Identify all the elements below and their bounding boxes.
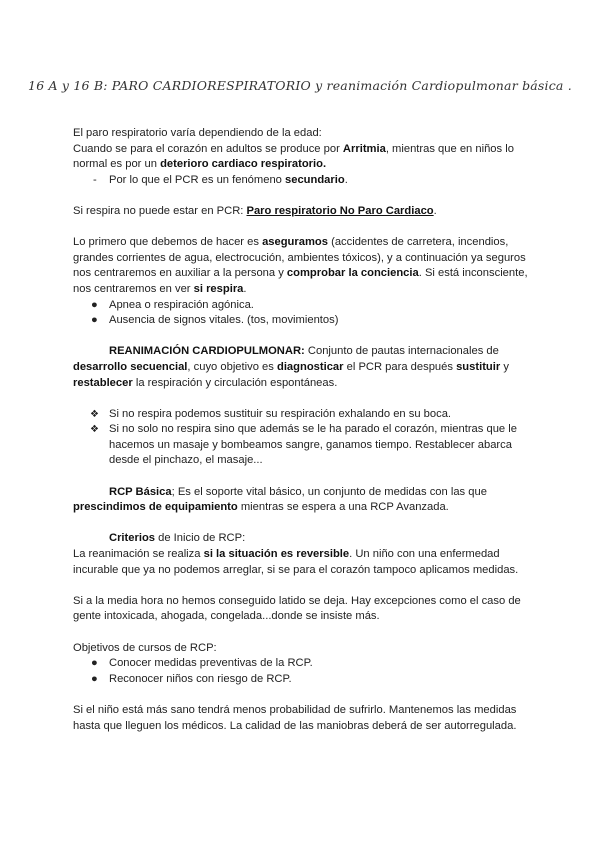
bullet-icon: ● [91, 672, 98, 685]
diamond-bullet-icon: ❖ [90, 424, 99, 436]
list-item-text: Reconocer niños con riesgo de RCP. [109, 672, 292, 685]
bold-sustituir: sustituir [456, 360, 501, 373]
text-span: Lo primero que debemos de hacer es [73, 236, 263, 249]
bold-situacion-reversible: si la situación es reversible [203, 548, 350, 561]
bold-reanimacion-heading: REANIMACIÓN CARDIOPULMONAR: [109, 345, 305, 358]
bold-desarrollo-secuencial: desarrollo secuencial [73, 360, 188, 373]
list-item-text: Conocer medidas preventivas de la RCP. [109, 657, 313, 670]
para-lo-primero [73, 235, 533, 297]
text-span: el PCR para después [343, 360, 457, 373]
text-span: . [243, 282, 247, 295]
bold-arritmia: Arritmia [342, 142, 386, 155]
list-item [73, 656, 533, 672]
bold-prescindimos: prescindimos de equipamiento [73, 501, 238, 514]
text-span: Conjunto de pautas internacionales de [304, 345, 499, 358]
text-span: . [344, 173, 348, 186]
para-edad-intro: El paro respiratorio varía dependiendo de la edad: [73, 127, 322, 139]
bold-comprobar-conciencia: comprobar la conciencia [286, 267, 419, 280]
text-span: , cuyo objetivo es [187, 360, 277, 373]
text-span: de Inicio de RCP: [155, 532, 246, 545]
list-item-text: Apnea o respiración agónica. [109, 298, 254, 311]
bullet-icon: ● [91, 298, 98, 311]
list-item [73, 298, 533, 314]
text-span: y [500, 360, 509, 373]
list-item [73, 672, 533, 688]
list-item [73, 407, 533, 423]
text-span: . [433, 204, 437, 217]
para-final: Si el niño está más sano tendrá menos probabilidad de sufrirlo. Mantenemos las medidas hasta que lleguen los médicos. La calidad de las maniobras deberá de ser autorregulada. [73, 703, 517, 732]
text-span: Cuando se para el corazón en adultos se produce por [73, 142, 343, 155]
bold-aseguramos: aseguramos [262, 236, 328, 249]
text-span: Por lo que el PCR es un fenómeno [109, 173, 285, 186]
para-rcp-basica [73, 485, 533, 516]
bold-si-respira: si respira [193, 282, 244, 295]
text-span: la respiración y circulación espontáneas. [132, 376, 338, 389]
text-span: Si respira no puede estar en PCR: [73, 204, 247, 217]
text-span: mientras se espera a una RCP Avanzada. [237, 501, 449, 514]
list-item-text: Si no solo no respira sino que además se le ha parado el corazón, mientras que le hacemos un masaje y bombeamos sangre, ganamos tiempo. Restablecer abarca desde el pinchazo, el masaje... [109, 423, 517, 467]
para-media-hora: Si a la media hora no hemos conseguido latido se deja. Hay excepciones como el caso de gente intoxicada, ahogada, congelada...donde se insiste más. [73, 594, 521, 623]
bold-criterios: Criterios [109, 532, 156, 545]
text-span: . Un niño con una enfermedad incurable que ya no podemos arreglar, si se para el corazón tampoco aplicamos medidas. [73, 548, 519, 576]
text-span: , mientras que en niños lo normal es por un [73, 142, 514, 171]
text-span: (accidentes de carretera, incendios, grandes corrientes de agua, electrocución, ambientes tóxicos), y a continuación ya seguros nos centraremos en auxiliar a la persona y [73, 236, 526, 280]
bold-secundario: secundario [285, 173, 345, 186]
para-rcp-definition [73, 344, 533, 391]
para-si-respira [73, 204, 533, 220]
bold-underline-paro-respiratorio: Paro respiratorio No Paro Cardiaco [246, 204, 434, 217]
dash-marker: - [93, 173, 97, 186]
bold-deterioro: deterioro cardiaco respiratorio. [160, 158, 327, 171]
text-span: . Si está inconsciente, nos centraremos en ver [73, 267, 528, 295]
objetivos-heading: Objetivos de cursos de RCP: [73, 641, 217, 654]
para-criterios-heading [73, 531, 533, 547]
document-title: 16 A y 16 B: PARO CARDIORESPIRATORIO y reanimación Cardiopulmonar básica . [28, 78, 572, 93]
bullet-icon: ● [91, 657, 98, 670]
list-item-text: Ausencia de signos vitales. (tos, movimientos) [109, 314, 339, 327]
para-edad-detail [73, 142, 533, 173]
bold-restablecer: restablecer [73, 376, 133, 389]
list-item-secundario [73, 173, 533, 189]
bullet-icon: ● [91, 314, 98, 327]
diamond-bullet-icon: ❖ [90, 408, 99, 420]
document-body [73, 126, 533, 734]
bold-rcp-basica: RCP Básica [109, 485, 172, 498]
list-item [73, 313, 533, 329]
list-item-text: Si no respira podemos sustituir su respiración exhalando en su boca. [109, 407, 452, 420]
bold-diagnosticar: diagnosticar [276, 360, 344, 373]
para-criterios-body [73, 547, 533, 578]
text-span: ; Es el soporte vital básico, un conjunto de medidas con las que [171, 485, 487, 498]
text-span: La reanimación se realiza [73, 548, 204, 561]
list-item [73, 422, 533, 469]
